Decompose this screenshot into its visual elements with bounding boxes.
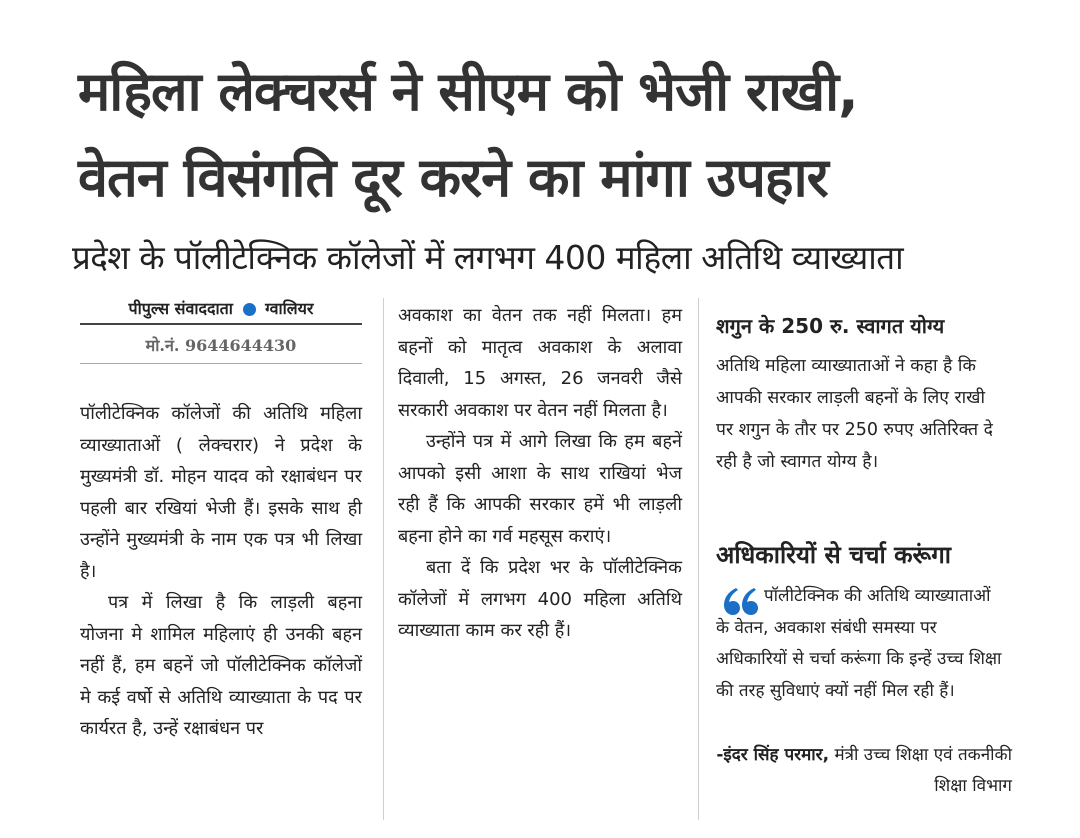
reporter-mobile: मो.नं. 9644644430 xyxy=(145,336,297,355)
byline-divider xyxy=(80,323,362,325)
minister-name: -इंदर सिंह परमार, xyxy=(716,745,830,765)
subheadline: प्रदेश के पॉलीटेक्निक कॉलेजों में लगभग 400 महिला अतिथि व्याख्याता xyxy=(72,238,904,277)
quote-attribution xyxy=(716,740,1012,802)
column1-paragraph: पॉलीटेक्निक कॉलेजों की अतिथि महिला व्याख्याताओं ( लेक्चरार) ने प्रदेश के मुख्यमंत्री डॉ. मोहन यादव को रक्षाबंधन पर पहली बार रखियां भेजी हैं। इसके साथ ही उन्होंने मुख्यमंत्री के नाम एक पत्र भी लिखा है। xyxy=(80,403,362,582)
byline xyxy=(80,297,362,319)
column2-paragraph: बता दें कि प्रदेश भर के पॉलीटेक्निक कॉलेजों में लगभग 400 महिला अतिथि व्याख्याता काम कर रही हैं। xyxy=(398,557,682,641)
minister-quote: पॉलीटेक्निक की अतिथि व्याख्याताओं के वेतन, अवकाश संबंधी समस्या पर अधिकारियों से चर्चा करूंगा कि इन्हें उच्च शिक्षा की तरह सुविधाएं क्यों नहीं मिल रही हैं। xyxy=(716,586,1002,701)
article-column-1 xyxy=(80,398,362,745)
mobile-divider xyxy=(80,363,362,364)
sidebar-text-shagun: अतिथि महिला व्याख्याताओं ने कहा है कि आपकी सरकार लाड़ली बहनों के लिए राखी पर शगुन के तौर पर 250 रुपए अतिरिक्त दे रही है जो स्वागत योग्य है। xyxy=(716,356,993,472)
bullet-dot-icon xyxy=(243,303,256,316)
column1-paragraph: पत्र में लिखा है कि लाड़ली बहना योजना मे शामिल महिलाएं ही उनकी बहन नहीं हैं, हम बहनें जो पॉलीटेक्निक कॉलेजों मे कई वर्षो से अतिथि व्याख्याता के पद पर कार्यरत है, उन्हें रक्षाबंधन पर xyxy=(80,592,362,739)
headline-line-2: वेतन विसंगति दूर करने का मांगा उपहार xyxy=(78,146,828,209)
column2-paragraph: उन्होंने पत्र में आगे लिखा कि हम बहनें आपको इसी आशा के साथ राखियां भेज रही हैं कि आपकी सरकार हमें भी लाड़ली बहना होने का गर्व महसूस कराएं। xyxy=(398,431,682,547)
dateline-city: ग्वालियर xyxy=(265,299,314,318)
column-divider xyxy=(383,298,384,820)
article-column-2 xyxy=(398,300,682,647)
headline-line-1: महिला लेक्चरर्स ने सीएम को भेजी राखी, xyxy=(78,60,858,123)
sidebar-heading-shagun: शगुन के 250 रु. स्वागत योग्य xyxy=(716,314,945,338)
column-divider xyxy=(698,298,699,820)
reporter-name: पीपुल्स संवाददाता xyxy=(128,299,233,318)
column2-paragraph: अवकाश का वेतन तक नहीं मिलता। हम बहनों को मातृत्व अवकाश के अलावा दिवाली, 15 अगस्त, 26 जनवरी जैसे सरकारी अवकाश पर वेतन नहीं मिलता है। xyxy=(398,305,682,421)
minister-role: मंत्री उच्च शिक्षा एवं तकनीकी शिक्षा विभाग xyxy=(834,745,1012,796)
sidebar-heading-minister: अधिकारियों से चर्चा करूंगा xyxy=(716,541,951,569)
